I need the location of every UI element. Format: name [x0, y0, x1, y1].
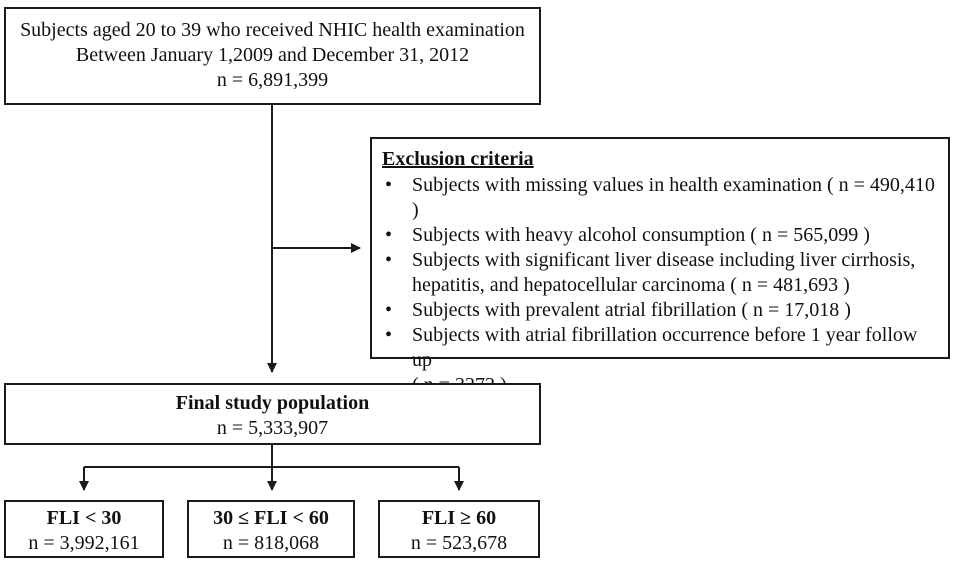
bullet-icon: • — [385, 224, 393, 246]
group-box-fli-high — [378, 500, 540, 558]
exclusion-item-text: Subjects with missing values in health examination ( n = 490,410 ) — [412, 174, 935, 221]
bullet-icon: • — [385, 324, 393, 346]
exclusion-item-text: Subjects with atrial fibrillation occurrence before 1 year follow up — [412, 324, 918, 371]
subjects-period: Between January 1,2009 and December 31, 2012 — [75, 44, 470, 66]
group-count: n = 523,678 — [410, 532, 508, 554]
bullet-icon: • — [385, 174, 393, 196]
final-population-title: Final study population — [175, 392, 370, 414]
exclusion-title: Exclusion criteria — [382, 148, 534, 170]
exclusion-list — [382, 173, 938, 398]
group-label: FLI < 30 — [46, 507, 122, 529]
exclusion-item-continuation: hepatitis, and hepatocellular carcinoma ( n = 481,693 ) — [412, 274, 850, 296]
final-population-count: n = 5,333,907 — [216, 417, 329, 439]
exclusion-item — [382, 298, 938, 323]
group-count: n = 818,068 — [222, 532, 320, 554]
subjects-description: Subjects aged 20 to 39 who received NHIC health examination — [20, 19, 525, 41]
exclusion-item-text: Subjects with significant liver disease including liver cirrhosis, — [412, 249, 916, 271]
exclusion-item-text: Subjects with prevalent atrial fibrillation ( n = 17,018 ) — [412, 299, 851, 321]
exclusion-item-text: Subjects with heavy alcohol consumption ( n = 565,099 ) — [412, 224, 870, 246]
exclusion-item — [382, 248, 938, 298]
group-box-fli-mid — [187, 500, 355, 558]
bullet-icon: • — [385, 249, 393, 271]
group-label: 30 ≤ FLI < 60 — [213, 507, 329, 529]
exclusion-item — [382, 173, 938, 223]
group-label: FLI ≥ 60 — [421, 507, 497, 529]
subjects-box — [4, 7, 541, 105]
subjects-count: n = 6,891,399 — [216, 69, 329, 91]
group-box-fli-low — [4, 500, 164, 558]
final-population-box — [4, 383, 541, 445]
group-count: n = 3,992,161 — [28, 532, 140, 554]
exclusion-criteria-box — [370, 137, 950, 371]
exclusion-item — [382, 223, 938, 248]
bullet-icon: • — [385, 299, 393, 321]
